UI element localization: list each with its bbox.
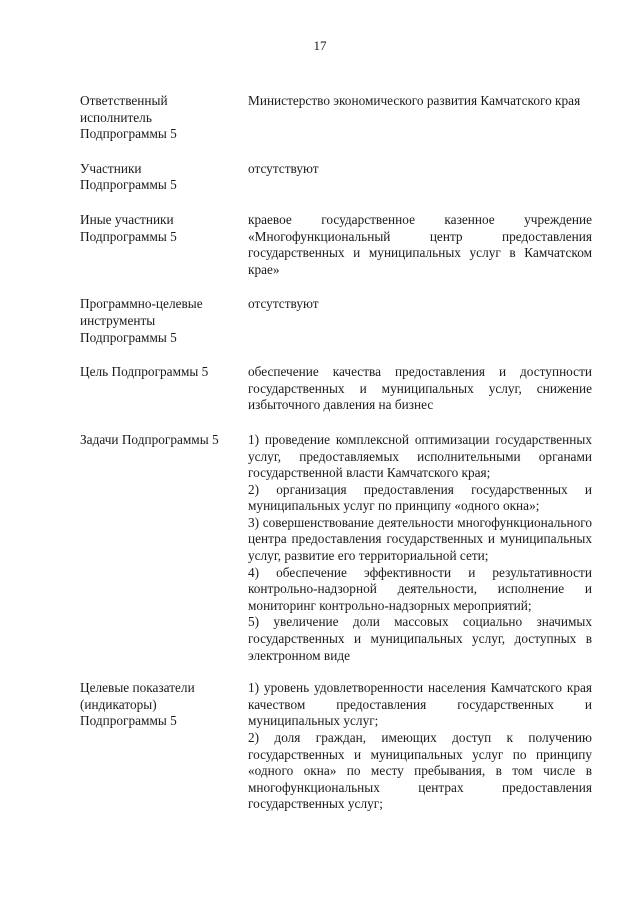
row-value [248,93,592,143]
label-line: Подпрограммы 5 [80,228,177,244]
row-value [248,680,592,813]
row-label [80,680,248,813]
row-responsible-executor [80,93,592,143]
task-item: 4) обеспечение эффективности и результативности контрольно-надзорной деятельности, исполнение и мониторинг контрольно-надзорных мероприятий; [248,564,592,613]
label-line: Программно-целевые [80,296,203,312]
task-item: 2) организация предоставления государственных и муниципальных услуг по принципу «одного окна»; [248,481,592,514]
label-line: Цель Подпрограммы 5 [80,364,209,380]
row-value [248,296,592,346]
label-line: Подпрограммы 5 [80,126,177,142]
label-line: Иные участники [80,211,174,227]
label-line: Подпрограммы 5 [80,177,177,193]
label-line: исполнитель [80,109,152,125]
row-label [80,432,248,664]
indicator-item: 2) доля граждан, имеющих доступ к получению государственных и муниципальных услуг по принципу «одного окна» по месту пребывания, в том числе в многофункциональных центрах предоставления государственных услуг; [248,730,592,812]
task-item: 5) увеличение доли массовых социально значимых государственных и муниципальных услуг, доступных в электронном виде [248,614,592,663]
task-item: 3) совершенствование деятельности многофункционального центра предоставления государственных и муниципальных услуг, развитие его территориальной сети; [248,514,592,564]
row-label [80,364,248,414]
label-line: Участники [80,160,142,176]
label-line: Подпрограммы 5 [80,713,177,729]
label-line: (индикаторы) [80,696,157,712]
label-line: Подпрограммы 5 [80,329,177,345]
value-paragraph: Министерство экономического развития Камчатского края [248,93,581,108]
row-target-indicators [80,680,592,813]
row-program-target-tools [80,296,592,346]
page-number: 17 [313,38,327,53]
label-line: Задачи Подпрограммы 5 [80,431,219,447]
row-label [80,296,248,346]
row-label [80,212,248,278]
value-paragraph: обеспечение качества предоставления и доступности государственных и муниципальных услуг, снижение избыточного давления на бизнес [248,364,592,413]
row-tasks [80,432,592,664]
row-goal [80,364,592,414]
label-line: Целевые показатели [80,680,195,696]
label-line: инструменты [80,312,156,328]
label-line: Ответственный [80,93,168,108]
task-item: 1) проведение комплексной оптимизации государственных услуг, предоставляемых исполнительными органами государственной власти Камчатского края; [248,431,592,481]
row-label [80,93,248,143]
value-paragraph: отсутствуют [248,296,319,312]
row-value [248,161,592,194]
row-label [80,161,248,194]
subprogram-passport-table [80,93,592,831]
value-paragraph: отсутствуют [248,160,319,176]
row-value [248,364,592,414]
row-value [248,212,592,278]
row-other-participants [80,212,592,278]
value-paragraph: краевое государственное казенное учреждение «Многофункциональный центр предоставления государственных и муниципальных услуг в Камчатском крае» [248,211,592,277]
row-value [248,432,592,664]
row-participants [80,161,592,194]
indicator-item: 1) уровень удовлетворенности населения Камчатского края качеством предоставления государственных и муниципальных услуг; [248,680,592,729]
